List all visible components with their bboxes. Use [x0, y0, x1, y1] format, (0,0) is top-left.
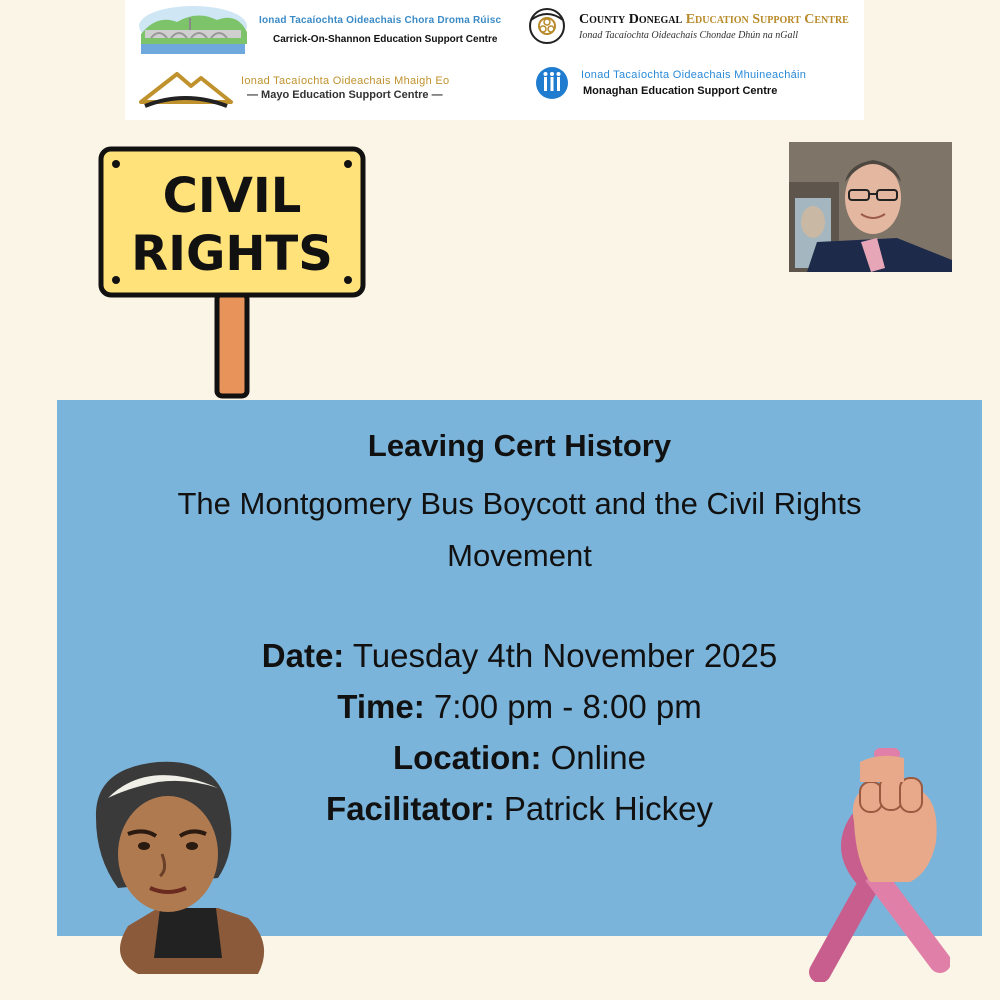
carrick-logo [137, 4, 501, 56]
event-subtitle: The Montgomery Bus Boycott and the Civil Rights Movement [177, 486, 862, 573]
raised-fist-ribbon-illustration [800, 742, 950, 982]
monaghan-english-name: Monaghan Education Support Centre [583, 85, 778, 97]
monaghan-irish-name: Ionad Tacaíochta Oideachais Mhuineacháin [581, 69, 807, 81]
event-time: Time: 7:00 pm - 8:00 pm [337, 688, 702, 725]
civil-rights-sign [98, 146, 368, 402]
people-circle-icon [535, 66, 569, 100]
logo-banner [125, 0, 864, 120]
donegal-logo [527, 6, 849, 46]
circle-knot-icon [527, 6, 567, 46]
mayo-english-name: — Mayo Education Support Centre — [247, 89, 443, 101]
event-date: Date: Tuesday 4th November 2025 [261, 637, 778, 674]
portrait-illustration [88, 758, 274, 978]
monaghan-logo [535, 66, 806, 100]
mayo-irish-name: Ionad Tacaíochta Oideachais Mhaigh Eo [241, 75, 450, 87]
sign-line-2: RIGHTS [131, 226, 333, 282]
stone-bridge-icon [137, 4, 249, 56]
event-heading: Leaving Cert History [367, 428, 672, 463]
mountain-icon [139, 66, 233, 110]
sign-line-1: CIVIL [162, 168, 302, 224]
donegal-irish-name: Ionad Tacaíochta Oideachais Chondae Dhún na nGall [579, 29, 799, 41]
event-facilitator: Facilitator: Patrick Hickey [326, 790, 713, 827]
carrick-english-name: Carrick-On-Shannon Education Support Centre [273, 34, 498, 45]
donegal-english-name: County Donegal Education Support Centre [579, 11, 849, 27]
event-location: Location: Online [392, 739, 647, 776]
carrick-irish-name: Ionad Tacaíochta Oideachais Chora Droma Rúisc [259, 15, 502, 26]
mayo-logo [139, 66, 449, 110]
facilitator-photo [789, 142, 952, 272]
